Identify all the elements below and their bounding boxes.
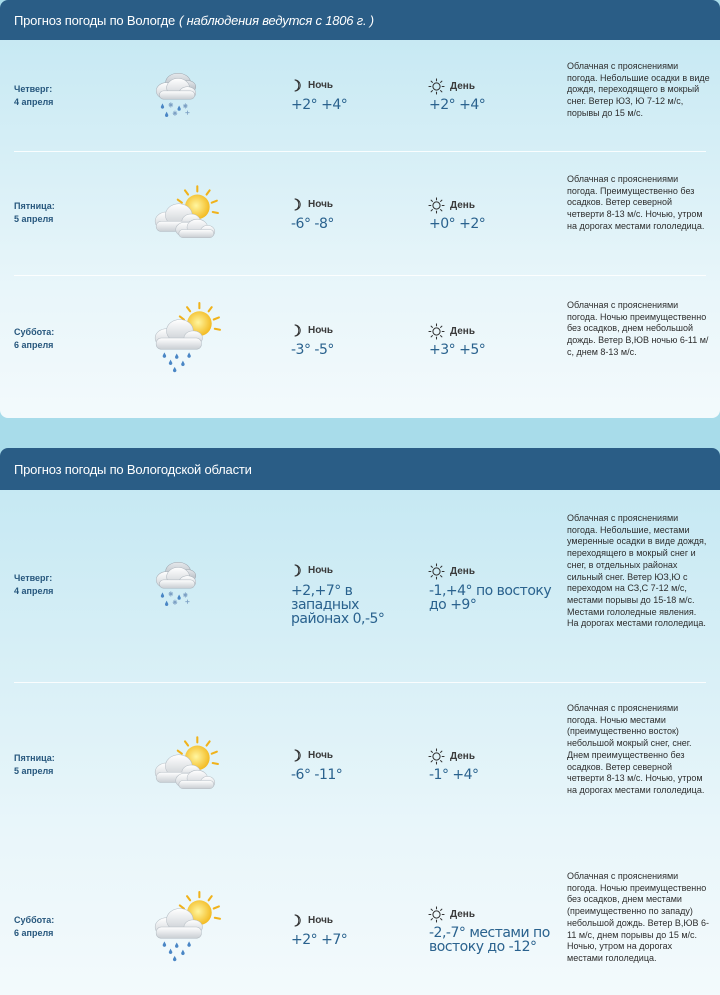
forecast-row (0, 490, 720, 682)
date: 5 апреля (14, 766, 54, 776)
day-label (14, 752, 124, 778)
moon-icon (290, 79, 303, 92)
forecast-row (0, 863, 720, 995)
night-temp: -3° -5° (291, 342, 334, 358)
day-part-label: День (428, 906, 475, 923)
day-part-label: День (428, 197, 475, 214)
weekday: Пятница: (14, 201, 55, 211)
sun-behind-clouds-icon (150, 735, 222, 792)
night-label: Ночь (290, 79, 333, 92)
forecast-row (0, 683, 720, 863)
weather-description: Облачная с прояснениями погода. Ночью местами (преимущественно восток) небольшой мокрый снег, снег. Днем преимущественно без осадков. Ветер северной четверти 8-13 м/с. Ночью, утром на дорогах местами гололедица. (567, 703, 705, 795)
panel-header (0, 448, 720, 490)
day-temp: -1° +4° (429, 767, 479, 783)
sun-behind-clouds-icon (150, 184, 222, 241)
day-temp: +2° +4° (429, 97, 486, 113)
section-title: Прогноз погоды по Вологодской области (14, 461, 252, 477)
weekday: Четверг: (14, 84, 53, 94)
cloud-rain-snow-icon (150, 68, 202, 120)
day-label (14, 326, 124, 352)
moon-icon (290, 324, 303, 337)
day-part-label: День (428, 563, 475, 580)
sun-icon (428, 323, 445, 340)
section-subtitle: ( наблюдения ведутся с 1806 г. ) (179, 12, 374, 28)
day-temp: +0° +2° (429, 216, 486, 232)
day-label (14, 572, 124, 598)
weather-description: Облачная с прояснениями погода. Преимущественно без осадков. Ветер северной четверти 8-13 м/с. Ночью, утром на дорогах местами гололедица. (567, 174, 705, 231)
weather-description: Облачная с прояснениями погода. Небольшие осадки в виде дождя, переходящего в мокрый снег. Ветер ЮЗ, Ю 7-12 м/с, порывы до 15 м/с. (567, 61, 710, 118)
day-part-label: День (428, 323, 475, 340)
forecast-row (0, 276, 720, 406)
day-temp: -1,+4° по востоку до +9° (429, 583, 552, 613)
night-temp: +2,+7° в западных районах 0,-5° (291, 583, 385, 627)
sun-icon (428, 563, 445, 580)
panel-header (0, 0, 720, 40)
moon-icon (290, 198, 303, 211)
sun-cloud-rain-icon (150, 890, 222, 962)
date: 4 апреля (14, 586, 54, 596)
forecast-row (0, 152, 720, 275)
moon-icon (290, 914, 303, 927)
weekday: Суббота: (14, 327, 55, 337)
night-temp: +2° +4° (291, 97, 348, 113)
date: 5 апреля (14, 214, 54, 224)
night-label: Ночь (290, 198, 333, 211)
night-label: Ночь (290, 324, 333, 337)
night-temp: -6° -11° (291, 767, 343, 783)
sun-icon (428, 748, 445, 765)
weekday: Пятница: (14, 753, 55, 763)
weather-description: Облачная с прояснениями погода. Ночью преимущественно без осадков, днем местами (преимущественно по западу) небольшой дождь. Ветер В,ЮВ 6-11 м/с, днем порывы до 15 м/с. Ночью, утром на дорогах местами гололедица. (567, 871, 709, 963)
weekday: Четверг: (14, 573, 53, 583)
night-temp: +2° +7° (291, 932, 348, 948)
date: 4 апреля (14, 97, 54, 107)
moon-icon (290, 564, 303, 577)
weather-description: Облачная с прояснениями погода. Небольшие, местами умеренные осадки в виде дождя, переходящего в мокрый снег и снег, в отдельных районах сильный снег. Ветер ЮЗ,Ю с переходом на СЗ,С 7-12 м/с, местами порывы до 15-18 м/с. Местами гололедные явления. На дорогах местами гололедица. (567, 513, 707, 629)
vologda-region-forecast-panel (0, 448, 720, 995)
sun-icon (428, 197, 445, 214)
night-label: Ночь (290, 564, 333, 577)
night-temp: -6° -8° (291, 216, 334, 232)
vologda-forecast-panel (0, 0, 720, 418)
sun-icon (428, 78, 445, 95)
forecast-row (0, 40, 720, 152)
weekday: Суббота: (14, 915, 55, 925)
night-label: Ночь (290, 749, 333, 762)
day-temp: +3° +5° (429, 342, 486, 358)
day-temp: -2,-7° местами по востоку до -12° (429, 925, 550, 955)
day-part-label: День (428, 78, 475, 95)
date: 6 апреля (14, 928, 54, 938)
night-label: Ночь (290, 914, 333, 927)
day-part-label: День (428, 748, 475, 765)
date: 6 апреля (14, 340, 54, 350)
weather-description: Облачная с прояснениями погода. Ночью преимущественно без осадков, днем небольшой дождь. Ветер В,ЮВ ночью 6-11 м/с, днем 8-13 м/с. (567, 300, 709, 357)
sun-icon (428, 906, 445, 923)
day-label (14, 83, 124, 109)
day-label (14, 200, 124, 226)
day-label (14, 914, 124, 940)
section-title: Прогноз погоды по Вологде (14, 12, 176, 28)
cloud-rain-snow-icon (150, 557, 202, 609)
moon-icon (290, 749, 303, 762)
sun-cloud-rain-icon (150, 301, 222, 373)
